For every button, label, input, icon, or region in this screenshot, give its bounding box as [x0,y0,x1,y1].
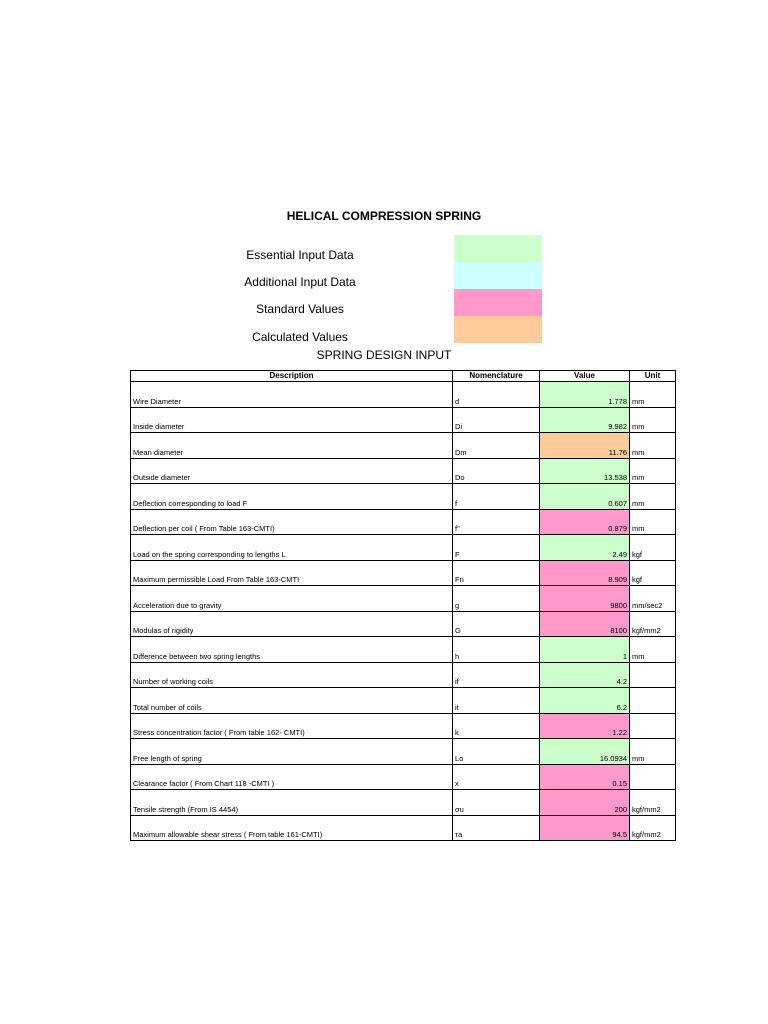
description-cell: Modulas of rigidity [131,611,453,637]
description-cell: Mean diameter [131,433,453,459]
description-cell: Load on the spring corresponding to lengths L [131,535,453,561]
value-cell: 9800 [540,586,630,612]
unit-cell: mm [630,637,676,663]
description-cell: Free length of spring [131,739,453,765]
value-cell: 1.778 [540,382,630,408]
value-cell: 2.49 [540,535,630,561]
table-row [131,764,676,790]
table-body [131,382,676,841]
value-cell: 0.607 [540,484,630,510]
unit-cell: kgf [630,535,676,561]
table-row [131,637,676,663]
legend-label-additional: Additional Input Data [244,275,356,289]
value-cell: 8.909 [540,560,630,586]
nomenclature-cell: Dm [453,433,540,459]
nomenclature-cell: g [453,586,540,612]
value-cell: 94.5 [540,815,630,841]
table-row [131,407,676,433]
unit-cell [630,713,676,739]
description-cell: Clearance factor ( From Chart 118 -CMTI ) [131,764,453,790]
nomenclature-cell: Lo [453,739,540,765]
unit-cell: mm [630,433,676,459]
unit-cell: mm/sec2 [630,586,676,612]
unit-cell: kgf/mm2 [630,790,676,816]
table-row [131,586,676,612]
table-row [131,790,676,816]
nomenclature-cell: G [453,611,540,637]
section-title: SPRING DESIGN INPUT [316,348,452,362]
nomenclature-cell: it [453,688,540,714]
unit-cell [630,764,676,790]
table-row [131,560,676,586]
legend-swatch-additional [454,262,542,289]
nomenclature-cell: x [453,764,540,790]
nomenclature-cell: Di [453,407,540,433]
header-unit: Unit [630,371,676,382]
description-cell: Number of working coils [131,662,453,688]
unit-cell [630,662,676,688]
value-cell: 1.22 [540,713,630,739]
value-cell: 0.15 [540,764,630,790]
unit-cell: mm [630,458,676,484]
table-row [131,815,676,841]
nomenclature-cell: if [453,662,540,688]
description-cell: Maximum allowable shear stress ( From table 161-CMTI) [131,815,453,841]
description-cell: Acceleration due to gravity [131,586,453,612]
value-cell: 6.2 [540,688,630,714]
nomenclature-cell: f [453,484,540,510]
legend-label-essential: Essential Input Data [246,248,354,262]
header-description: Description [131,371,453,382]
nomenclature-cell: k [453,713,540,739]
description-cell: Difference between two spring lengths [131,637,453,663]
value-cell: 4.2 [540,662,630,688]
nomenclature-cell: f" [453,509,540,535]
unit-cell: kgf/mm2 [630,611,676,637]
nomenclature-cell: d [453,382,540,408]
unit-cell: mm [630,739,676,765]
table-header-row [131,371,676,382]
description-cell: Deflection corresponding to load F [131,484,453,510]
value-cell: 0.879 [540,509,630,535]
nomenclature-cell: Do [453,458,540,484]
legend-swatch-essential [454,235,542,262]
table-row [131,535,676,561]
value-cell: 200 [540,790,630,816]
header-nomenclature: Nomenclature [453,371,540,382]
unit-cell: mm [630,484,676,510]
description-cell: Inside diameter [131,407,453,433]
unit-cell [630,688,676,714]
unit-cell: mm [630,509,676,535]
spring-design-table [130,370,676,841]
unit-cell: mm [630,382,676,408]
value-cell: 9.982 [540,407,630,433]
unit-cell: kgf [630,560,676,586]
header-value: Value [540,371,630,382]
nomenclature-cell: F [453,535,540,561]
table-row [131,611,676,637]
nomenclature-cell: Fn [453,560,540,586]
description-cell: Outside diameter [131,458,453,484]
page-title: HELICAL COMPRESSION SPRING [286,209,482,223]
unit-cell: kgf/mm2 [630,815,676,841]
value-cell: 16.0934 [540,739,630,765]
description-cell: Total number of coils [131,688,453,714]
table-row [131,484,676,510]
value-cell: 13.538 [540,458,630,484]
nomenclature-cell: h [453,637,540,663]
table-row [131,458,676,484]
description-cell: Deflection per coil ( From Table 163-CMTI) [131,509,453,535]
nomenclature-cell: τa [453,815,540,841]
table-row [131,509,676,535]
description-cell: Tensile strength (From IS 4454) [131,790,453,816]
legend-swatch-standard [454,289,542,316]
legend-swatch-calculated [454,316,542,343]
description-cell: Wire Diameter [131,382,453,408]
value-cell: 11.76 [540,433,630,459]
table-row [131,713,676,739]
table-row [131,433,676,459]
unit-cell: mm [630,407,676,433]
value-cell: 1 [540,637,630,663]
table-row [131,662,676,688]
table-row [131,688,676,714]
value-cell: 8100 [540,611,630,637]
legend-label-calculated: Calculated Values [252,330,348,344]
description-cell: Maximum permissible Load From Table 163-CMTI [131,560,453,586]
description-cell: Stress concentration factor ( From table 162- CMTI) [131,713,453,739]
table-row [131,382,676,408]
table-row [131,739,676,765]
legend-label-standard: Standard Values [256,302,344,316]
nomenclature-cell: σu [453,790,540,816]
